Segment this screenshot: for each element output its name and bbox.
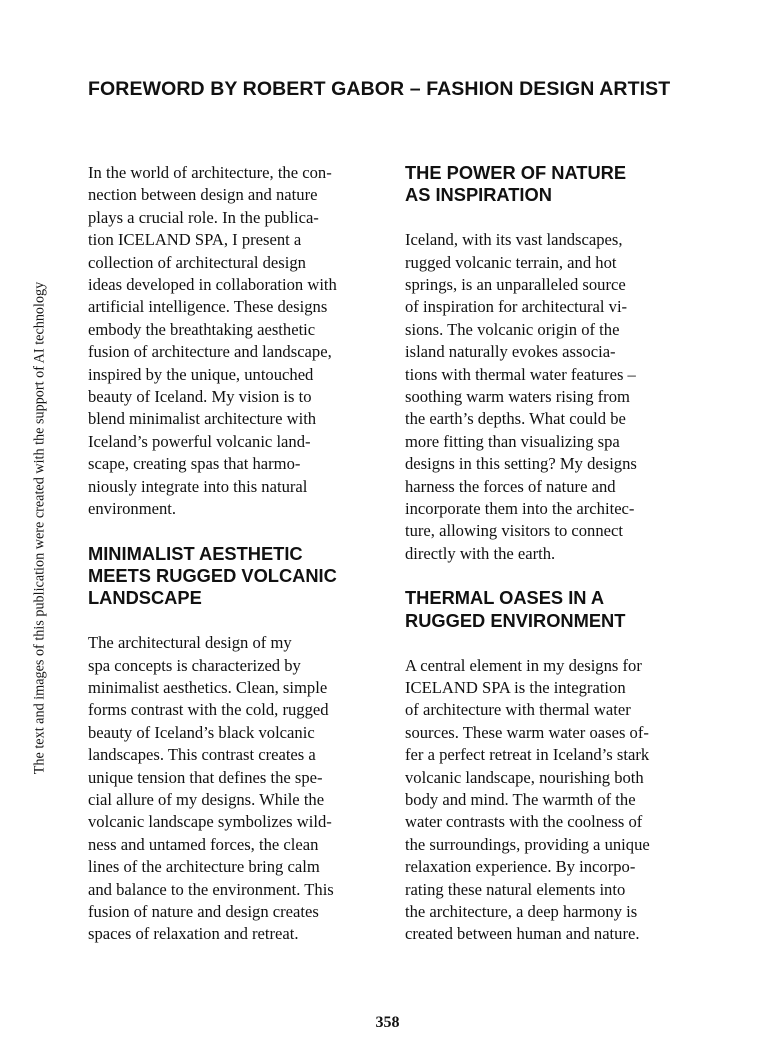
- text-line: harness the forces of nature and: [405, 476, 616, 496]
- ai-disclaimer-text: The text and images of this publication were created with the support of AI technology: [31, 281, 48, 775]
- text-line: fusion of architecture and landscape,: [88, 342, 332, 362]
- heading-power-of-nature: [405, 162, 705, 207]
- text-line: beauty of Iceland’s black volcanic: [88, 722, 315, 742]
- paragraph-minimalist-aesthetic: [88, 632, 388, 946]
- text-line: MEETS RUGGED VOLCANIC: [88, 564, 337, 586]
- heading-minimalist-aesthetic: [88, 543, 388, 610]
- text-line: volcanic landscape symbolizes wild-: [88, 812, 332, 832]
- text-line: plays a crucial role. In the publica-: [88, 207, 319, 227]
- text-line: the earth’s depths. What could be: [405, 409, 626, 429]
- text-line: tions with thermal water features –: [405, 364, 636, 384]
- text-line: ICELAND SPA is the integration: [405, 677, 626, 697]
- text-line: tion ICELAND SPA, I present a: [88, 230, 302, 250]
- text-line: ideas developed in collaboration with: [88, 275, 337, 295]
- text-line: A central element in my designs for: [405, 655, 642, 675]
- text-line: water contrasts with the coolness of: [405, 812, 643, 832]
- text-line: the surroundings, providing a unique: [405, 834, 650, 854]
- text-line: MINIMALIST AESTHETIC: [88, 542, 303, 564]
- text-line: soothing warm waters rising from: [405, 387, 630, 407]
- text-line: ture, allowing visitors to connect: [405, 521, 623, 541]
- left-column: [88, 162, 388, 946]
- text-line: of inspiration for architectural vi-: [405, 297, 628, 317]
- text-line: unique tension that defines the spe-: [88, 767, 323, 787]
- text-line: designs in this setting? My designs: [405, 454, 637, 474]
- text-line: environment.: [88, 499, 177, 519]
- text-line: lines of the architecture bring calm: [88, 857, 320, 877]
- text-line: ness and untamed forces, the clean: [88, 834, 319, 854]
- text-line: The architectural design of my: [88, 633, 292, 653]
- text-line: LANDSCAPE: [88, 587, 202, 609]
- text-line: forms contrast with the cold, rugged: [88, 700, 329, 720]
- text-line: the architecture, a deep harmony is: [405, 901, 638, 921]
- text-line: Iceland, with its vast landscapes,: [405, 230, 623, 250]
- text-line: niously integrate into this natural: [88, 476, 308, 496]
- text-line: more fitting than visualizing spa: [405, 431, 620, 451]
- text-line: body and mind. The warmth of the: [405, 789, 636, 809]
- text-line: artificial intelligence. These designs: [88, 297, 328, 317]
- text-line: created between human and nature.: [405, 924, 640, 944]
- text-line: of architecture with thermal water: [405, 700, 631, 720]
- text-line: embody the breathtaking aesthetic: [88, 319, 316, 339]
- text-line: volcanic landscape, nourishing both: [405, 767, 644, 787]
- text-line: RUGGED ENVIRONMENT: [405, 609, 626, 631]
- intro-paragraph: [88, 162, 388, 521]
- text-line: THERMAL OASES IN A: [405, 587, 605, 609]
- heading-thermal-oases: [405, 587, 705, 632]
- right-column: [405, 162, 705, 946]
- text-line: rugged volcanic terrain, and hot: [405, 252, 617, 272]
- text-line: landscapes. This contrast creates a: [88, 745, 316, 765]
- text-line: Iceland’s powerful volcanic land-: [88, 431, 311, 451]
- text-line: fusion of nature and design creates: [88, 901, 319, 921]
- text-line: minimalist aesthetics. Clean, simple: [88, 677, 328, 697]
- text-line: cial allure of my designs. While the: [88, 789, 325, 809]
- text-line: directly with the earth.: [405, 543, 556, 563]
- text-line: THE POWER OF NATURE: [405, 162, 627, 183]
- text-line: AS INSPIRATION: [405, 184, 552, 206]
- text-line: inspired by the unique, untouched: [88, 364, 314, 384]
- text-line: island naturally evokes associa-: [405, 342, 616, 362]
- text-line: fer a perfect retreat in Iceland’s stark: [405, 745, 650, 765]
- text-line: springs, is an unparalleled source: [405, 275, 626, 295]
- text-line: In the world of architecture, the con-: [88, 163, 332, 182]
- paragraph-thermal-oases: [405, 655, 705, 946]
- page-number: 358: [375, 1014, 400, 1031]
- text-line: rating these natural elements into: [405, 879, 626, 899]
- text-line: scape, creating spas that harmo-: [88, 454, 301, 474]
- text-line: beauty of Iceland. My vision is to: [88, 387, 312, 407]
- page-title: FOREWORD BY ROBERT GABOR – FASHION DESIGN ARTIST: [88, 78, 671, 100]
- text-line: spaces of relaxation and retreat.: [88, 924, 299, 944]
- text-line: collection of architectural design: [88, 252, 306, 272]
- text-line: relaxation experience. By incorpo-: [405, 857, 636, 877]
- text-line: incorporate them into the architec-: [405, 499, 635, 519]
- text-line: blend minimalist architecture with: [88, 409, 317, 429]
- text-line: sions. The volcanic origin of the: [405, 319, 620, 339]
- text-line: sources. These warm water oases of-: [405, 722, 649, 742]
- paragraph-power-of-nature: [405, 229, 705, 565]
- text-line: nection between design and nature: [88, 185, 318, 205]
- text-line: spa concepts is characterized by: [88, 655, 301, 675]
- text-line: and balance to the environment. This: [88, 879, 334, 899]
